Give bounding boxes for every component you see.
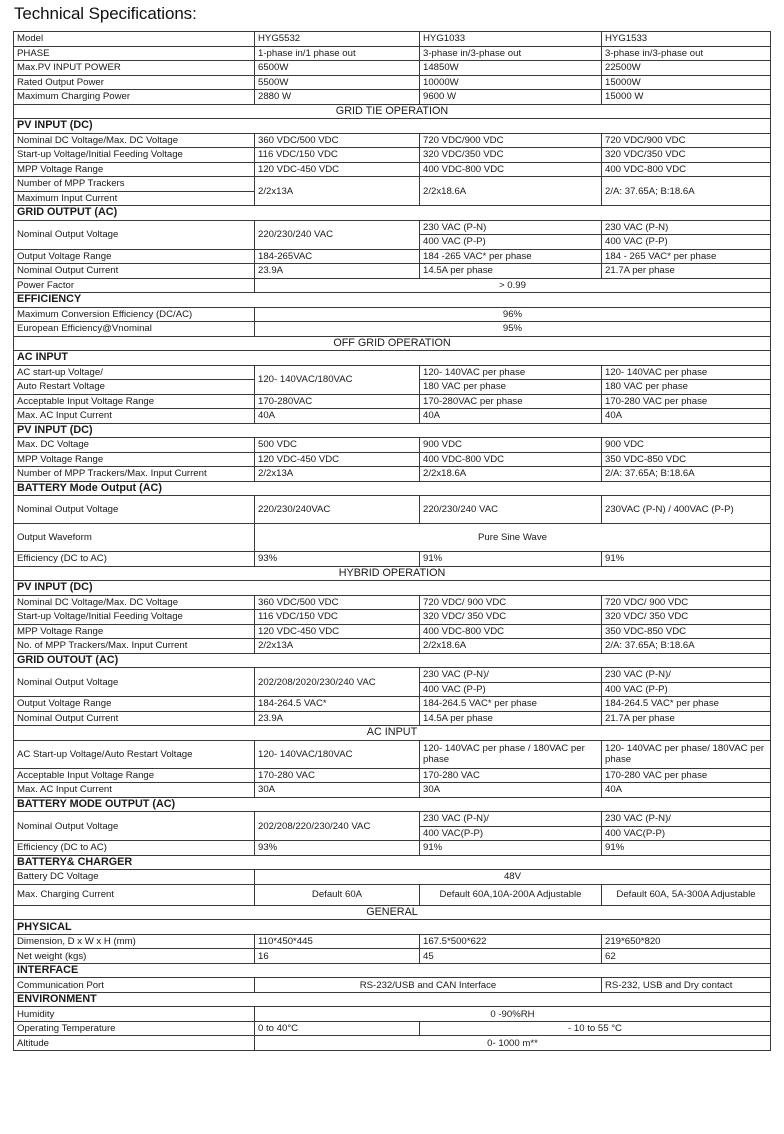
table-row — [14, 90, 771, 105]
operation-title: HYBRID OPERATION — [14, 566, 771, 581]
spec-value-cell: 16 — [255, 949, 420, 964]
section-label: BATTERY Mode Output (AC) — [14, 481, 771, 496]
spec-value-cell: 2/A: 37.65A; B:18.6A — [602, 467, 771, 482]
table-row — [14, 409, 771, 424]
spec-value-cell: 5500W — [255, 75, 420, 90]
spec-value-cell: 15000 W — [602, 90, 771, 105]
spec-value-cell: Nominal Output Voltage — [14, 220, 255, 249]
spec-label-cell: Maximum Conversion Efficiency (DC/AC) — [14, 307, 255, 322]
spec-value-cell: 320 VDC/350 VDC — [420, 148, 602, 163]
spec-value-cell: 96% — [255, 307, 771, 322]
section-header-row — [14, 963, 771, 978]
spec-value-cell: 167.5*500*622 — [420, 934, 602, 949]
spec-value-cell: 184 - 265 VAC* per phase — [602, 249, 771, 264]
section-header-row — [14, 423, 771, 438]
table-row — [14, 177, 771, 192]
table-row — [14, 1036, 771, 1051]
operation-title-row — [14, 104, 771, 119]
spec-value-cell: 21.7A per phase — [602, 711, 771, 726]
spec-value-cell: 93% — [255, 552, 420, 567]
operation-title-row — [14, 566, 771, 581]
spec-value-cell: 3-phase in/3-phase out — [602, 46, 771, 61]
section-header-row — [14, 206, 771, 221]
specifications-table — [13, 31, 771, 1051]
spec-label-cell: Output Waveform — [14, 524, 255, 552]
spec-value-cell: 320 VDC/350 VDC — [602, 148, 771, 163]
spec-value-cell: 184-265VAC — [255, 249, 420, 264]
section-header-row — [14, 581, 771, 596]
operation-title: OFF GRID OPERATION — [14, 336, 771, 351]
spec-label-cell: Battery DC Voltage — [14, 870, 255, 885]
spec-value-cell: 2/2x18.6A — [420, 467, 602, 482]
spec-value-cell: PHASE — [14, 46, 255, 61]
spec-value-cell: 180 VAC per phase — [420, 380, 602, 395]
table-row — [14, 133, 771, 148]
spec-value-cell: 400 VAC(P-P) — [602, 826, 771, 841]
spec-value-cell: 6500W — [255, 61, 420, 76]
spec-value-cell: AC Start-up Voltage/Auto Restart Voltage — [14, 740, 255, 768]
spec-value-cell: Start-up Voltage/Initial Feeding Voltage — [14, 148, 255, 163]
spec-value-cell: 400 VAC (P-P) — [602, 235, 771, 250]
table-row — [14, 1007, 771, 1022]
spec-value-cell: 0 -90%RH — [255, 1007, 771, 1022]
operation-title-row — [14, 905, 771, 920]
spec-value-cell: 14850W — [420, 61, 602, 76]
spec-value-cell: 220/230/240 VAC — [420, 496, 602, 524]
section-label: AC INPUT — [14, 351, 771, 366]
spec-value-cell: 720 VDC/900 VDC — [602, 133, 771, 148]
spec-value-cell: 350 VDC-850 VDC — [602, 452, 771, 467]
table-row — [14, 978, 771, 993]
spec-value-cell: 400 VAC (P-P) — [602, 682, 771, 697]
spec-value-cell: 23.9A — [255, 264, 420, 279]
spec-value-cell: 91% — [420, 552, 602, 567]
spec-value-cell: 230VAC (P-N) / 400VAC (P-P) — [602, 496, 771, 524]
spec-value-cell: 230 VAC (P-N) — [420, 220, 602, 235]
table-row — [14, 307, 771, 322]
table-row — [14, 264, 771, 279]
spec-value-cell: Model — [14, 32, 255, 47]
spec-value-cell: 230 VAC (P-N)/ — [602, 812, 771, 827]
spec-value-cell: 350 VDC-850 VDC — [602, 624, 771, 639]
spec-value-cell: MPP Voltage Range — [14, 162, 255, 177]
spec-value-cell: 21.7A per phase — [602, 264, 771, 279]
spec-value-cell: Nominal Output Current — [14, 264, 255, 279]
spec-value-cell: 720 VDC/ 900 VDC — [602, 595, 771, 610]
spec-label-cell: Power Factor — [14, 278, 255, 293]
spec-value-cell: No. of MPP Trackers/Max. Input Current — [14, 639, 255, 654]
table-row — [14, 668, 771, 683]
section-header-row — [14, 293, 771, 308]
spec-value-cell: 320 VDC/ 350 VDC — [602, 610, 771, 625]
spec-value-cell: Maximum Charging Power — [14, 90, 255, 105]
spec-value-cell: 2/A: 37.65A; B:18.6A — [602, 177, 771, 206]
spec-value-cell: 400 VDC-800 VDC — [420, 162, 602, 177]
section-header-row — [14, 351, 771, 366]
table-row — [14, 496, 771, 524]
spec-value-cell: Start-up Voltage/Initial Feeding Voltage — [14, 610, 255, 625]
spec-value-cell: 230 VAC (P-N)/ — [602, 668, 771, 683]
spec-value-cell: 62 — [602, 949, 771, 964]
table-row — [14, 1021, 771, 1036]
table-row — [14, 552, 771, 567]
section-label: GRID OUTPUT (AC) — [14, 206, 771, 221]
spec-value-cell: HYG1533 — [602, 32, 771, 47]
spec-value-cell: 184-264.5 VAC* per phase — [602, 697, 771, 712]
spec-value-cell: 23.9A — [255, 711, 420, 726]
spec-value-cell: 219*650*820 — [602, 934, 771, 949]
spec-value-cell: Max. AC Input Current — [14, 409, 255, 424]
spec-value-cell: 2/2x13A — [255, 467, 420, 482]
spec-value-cell: Nominal Output Voltage — [14, 496, 255, 524]
table-row — [14, 524, 771, 552]
spec-value-cell: 40A — [255, 409, 420, 424]
spec-value-cell: 15000W — [602, 75, 771, 90]
spec-value-cell: Nominal Output Voltage — [14, 812, 255, 841]
spec-value-cell: Net weight (kgs) — [14, 949, 255, 964]
table-row — [14, 870, 771, 885]
spec-value-cell: 14.5A per phase — [420, 711, 602, 726]
spec-value-cell: Dimension, D x W x H (mm) — [14, 934, 255, 949]
spec-value-cell: 9600 W — [420, 90, 602, 105]
table-row — [14, 697, 771, 712]
spec-value-cell: 170-280VAC — [255, 394, 420, 409]
spec-value-cell: 0- 1000 m** — [255, 1036, 771, 1051]
spec-label-cell: 400 VAC (P-P) — [420, 682, 602, 697]
section-header-row — [14, 992, 771, 1007]
spec-value-cell: 48V — [255, 870, 771, 885]
spec-value-cell: 45 — [420, 949, 602, 964]
spec-value-cell: Pure Sine Wave — [255, 524, 771, 552]
table-row — [14, 394, 771, 409]
operation-title: GRID TIE OPERATION — [14, 104, 771, 119]
spec-value-cell: 360 VDC/500 VDC — [255, 595, 420, 610]
spec-value-cell: 320 VDC/ 350 VDC — [420, 610, 602, 625]
section-label: GRID OUTOUT (AC) — [14, 653, 771, 668]
table-row — [14, 812, 771, 827]
spec-value-cell: Number of MPP Trackers/Max. Input Current — [14, 467, 255, 482]
table-row — [14, 278, 771, 293]
table-row — [14, 934, 771, 949]
spec-value-cell: 116 VDC/150 VDC — [255, 610, 420, 625]
table-row — [14, 949, 771, 964]
spec-value-cell: Default 60A,10A-200A Adjustable — [420, 884, 602, 905]
spec-value-cell: Nominal Output Voltage — [14, 668, 255, 697]
spec-value-cell: 40A — [602, 409, 771, 424]
spec-value-cell: MPP Voltage Range — [14, 624, 255, 639]
table-row — [14, 220, 771, 235]
spec-value-cell: 120- 140VAC per phase / 180VAC per phase — [420, 740, 602, 768]
spec-value-cell: 95% — [255, 322, 771, 337]
spec-value-cell: 170-280 VAC per phase — [602, 768, 771, 783]
spec-value-cell: RS-232, USB and Dry contact — [602, 978, 771, 993]
spec-value-cell: 400 VDC-800 VDC — [420, 624, 602, 639]
section-header-row — [14, 481, 771, 496]
table-row — [14, 32, 771, 47]
section-label: PHYSICAL — [14, 920, 771, 935]
specifications-body — [14, 32, 771, 1051]
spec-value-cell: Operating Temperature — [14, 1021, 255, 1036]
spec-value-cell: 202/208/220/230/240 VAC — [255, 812, 420, 841]
spec-value-cell: 230 VAC (P-N)/ — [420, 668, 602, 683]
table-row — [14, 467, 771, 482]
spec-value-cell: Efficiency (DC to AC) — [14, 552, 255, 567]
table-row — [14, 768, 771, 783]
spec-value-cell: 30A — [255, 783, 420, 798]
spec-value-cell: 170-280 VAC — [255, 768, 420, 783]
spec-label-cell: Humidity — [14, 1007, 255, 1022]
table-row — [14, 711, 771, 726]
spec-value-cell: 220/230/240 VAC — [255, 220, 420, 249]
spec-value-cell: RS-232/USB and CAN Interface — [255, 978, 602, 993]
table-row — [14, 740, 771, 768]
spec-value-cell: 360 VDC/500 VDC — [255, 133, 420, 148]
spec-label-cell: Maximum Input Current — [14, 191, 255, 206]
spec-value-cell: Nominal DC Voltage/Max. DC Voltage — [14, 133, 255, 148]
section-header-row — [14, 119, 771, 134]
spec-value-cell: MPP Voltage Range — [14, 452, 255, 467]
spec-value-cell: Nominal DC Voltage/Max. DC Voltage — [14, 595, 255, 610]
spec-value-cell: 91% — [602, 552, 771, 567]
section-header-row — [14, 855, 771, 870]
spec-value-cell: 900 VDC — [420, 438, 602, 453]
spec-value-cell: 2880 W — [255, 90, 420, 105]
spec-value-cell: 22500W — [602, 61, 771, 76]
spec-value-cell: 184-264.5 VAC* per phase — [420, 697, 602, 712]
table-row — [14, 452, 771, 467]
spec-label-cell: Altitude — [14, 1036, 255, 1051]
spec-value-cell: 40A — [602, 783, 771, 798]
spec-value-cell: 120- 140VAC/180VAC — [255, 740, 420, 768]
spec-value-cell: 120- 140VAC per phase — [602, 365, 771, 380]
spec-value-cell: 184-264.5 VAC* — [255, 697, 420, 712]
spec-value-cell: 91% — [420, 841, 602, 856]
operation-title: GENERAL — [14, 905, 771, 920]
spec-value-cell: 1-phase in/1 phase out — [255, 46, 420, 61]
spec-value-cell: Output Voltage Range — [14, 697, 255, 712]
spec-value-cell: 2/2x13A — [255, 639, 420, 654]
spec-value-cell: Max.PV INPUT POWER — [14, 61, 255, 76]
spec-value-cell: Auto Restart Voltage — [14, 380, 255, 395]
spec-value-cell: 180 VAC per phase — [602, 380, 771, 395]
spec-value-cell: Default 60A — [255, 884, 420, 905]
spec-value-cell: 400 VDC-800 VDC — [602, 162, 771, 177]
spec-value-cell: 720 VDC/ 900 VDC — [420, 595, 602, 610]
spec-value-cell: 10000W — [420, 75, 602, 90]
spec-value-cell: - 10 to 55 °C — [420, 1021, 771, 1036]
spec-value-cell: 120 VDC-450 VDC — [255, 452, 420, 467]
spec-value-cell: 120- 140VAC/180VAC — [255, 365, 420, 394]
section-label: INTERFACE — [14, 963, 771, 978]
section-label: PV INPUT (DC) — [14, 423, 771, 438]
spec-value-cell: 400 VDC-800 VDC — [420, 452, 602, 467]
section-header-row — [14, 653, 771, 668]
spec-value-cell: 120 VDC-450 VDC — [255, 162, 420, 177]
table-row — [14, 595, 771, 610]
spec-value-cell: 230 VAC (P-N)/ — [420, 812, 602, 827]
spec-value-cell: Nominal Output Current — [14, 711, 255, 726]
spec-value-cell: 202/208/2020/230/240 VAC — [255, 668, 420, 697]
page-title: Technical Specifications: — [14, 4, 197, 23]
spec-value-cell: Acceptable Input Voltage Range — [14, 768, 255, 783]
section-label: ENVIRONMENT — [14, 992, 771, 1007]
table-row — [14, 639, 771, 654]
spec-value-cell: 116 VDC/150 VDC — [255, 148, 420, 163]
section-label: EFFICIENCY — [14, 293, 771, 308]
table-row — [14, 624, 771, 639]
spec-value-cell: 184 -265 VAC* per phase — [420, 249, 602, 264]
spec-value-cell: HYG1033 — [420, 32, 602, 47]
spec-label-cell: European Efficiency@Vnominal — [14, 322, 255, 337]
operation-title: AC INPUT — [14, 726, 771, 741]
table-row — [14, 249, 771, 264]
spec-value-cell: Default 60A, 5A-300A Adjustable — [602, 884, 771, 905]
spec-value-cell: Number of MPP Trackers — [14, 177, 255, 192]
table-row — [14, 322, 771, 337]
section-label: BATTERY& CHARGER — [14, 855, 771, 870]
spec-value-cell: 40A — [420, 409, 602, 424]
operation-title-row — [14, 726, 771, 741]
spec-value-cell: Max. DC Voltage — [14, 438, 255, 453]
section-header-row — [14, 920, 771, 935]
spec-value-cell: 170-280 VAC — [420, 768, 602, 783]
spec-value-cell: 2/2x13A — [255, 177, 420, 206]
spec-value-cell: 0 to 40°C — [255, 1021, 420, 1036]
table-row — [14, 438, 771, 453]
table-row — [14, 841, 771, 856]
spec-value-cell: 720 VDC/900 VDC — [420, 133, 602, 148]
spec-value-cell: 900 VDC — [602, 438, 771, 453]
table-row — [14, 783, 771, 798]
spec-value-cell: > 0.99 — [255, 278, 771, 293]
spec-value-cell: 3-phase in/3-phase out — [420, 46, 602, 61]
section-label: PV INPUT (DC) — [14, 581, 771, 596]
table-row — [14, 162, 771, 177]
spec-value-cell: 93% — [255, 841, 420, 856]
spec-value-cell: 91% — [602, 841, 771, 856]
spec-value-cell: 120 VDC-450 VDC — [255, 624, 420, 639]
spec-value-cell: HYG5532 — [255, 32, 420, 47]
spec-value-cell: Communication Port — [14, 978, 255, 993]
spec-value-cell: 170-280VAC per phase — [420, 394, 602, 409]
spec-value-cell: 110*450*445 — [255, 934, 420, 949]
section-label: BATTERY MODE OUTPUT (AC) — [14, 797, 771, 812]
spec-value-cell: 230 VAC (P-N) — [602, 220, 771, 235]
table-row — [14, 884, 771, 905]
spec-value-cell: 220/230/240VAC — [255, 496, 420, 524]
spec-value-cell: AC start-up Voltage/ — [14, 365, 255, 380]
spec-value-cell: 120- 140VAC per phase — [420, 365, 602, 380]
table-row — [14, 365, 771, 380]
spec-value-cell: 120- 140VAC per phase/ 180VAC per phase — [602, 740, 771, 768]
section-label: PV INPUT (DC) — [14, 119, 771, 134]
spec-value-cell: 14.5A per phase — [420, 264, 602, 279]
table-row — [14, 61, 771, 76]
table-row — [14, 75, 771, 90]
spec-value-cell: 2/A: 37.65A; B:18.6A — [602, 639, 771, 654]
operation-title-row — [14, 336, 771, 351]
spec-value-cell: Acceptable Input Voltage Range — [14, 394, 255, 409]
spec-value-cell: Max. AC Input Current — [14, 783, 255, 798]
table-row — [14, 610, 771, 625]
table-row — [14, 148, 771, 163]
spec-value-cell: Efficiency (DC to AC) — [14, 841, 255, 856]
spec-value-cell: 170-280 VAC per phase — [602, 394, 771, 409]
spec-value-cell: 30A — [420, 783, 602, 798]
spec-label-cell: 400 VAC(P-P) — [420, 826, 602, 841]
spec-value-cell: Rated Output Power — [14, 75, 255, 90]
spec-value-cell: 2/2x18.6A — [420, 639, 602, 654]
spec-value-cell: Output Voltage Range — [14, 249, 255, 264]
spec-label-cell: 400 VAC (P-P) — [420, 235, 602, 250]
spec-value-cell: Max. Charging Current — [14, 884, 255, 905]
section-header-row — [14, 797, 771, 812]
spec-value-cell: 500 VDC — [255, 438, 420, 453]
spec-value-cell: 2/2x18.6A — [420, 177, 602, 206]
table-row — [14, 46, 771, 61]
